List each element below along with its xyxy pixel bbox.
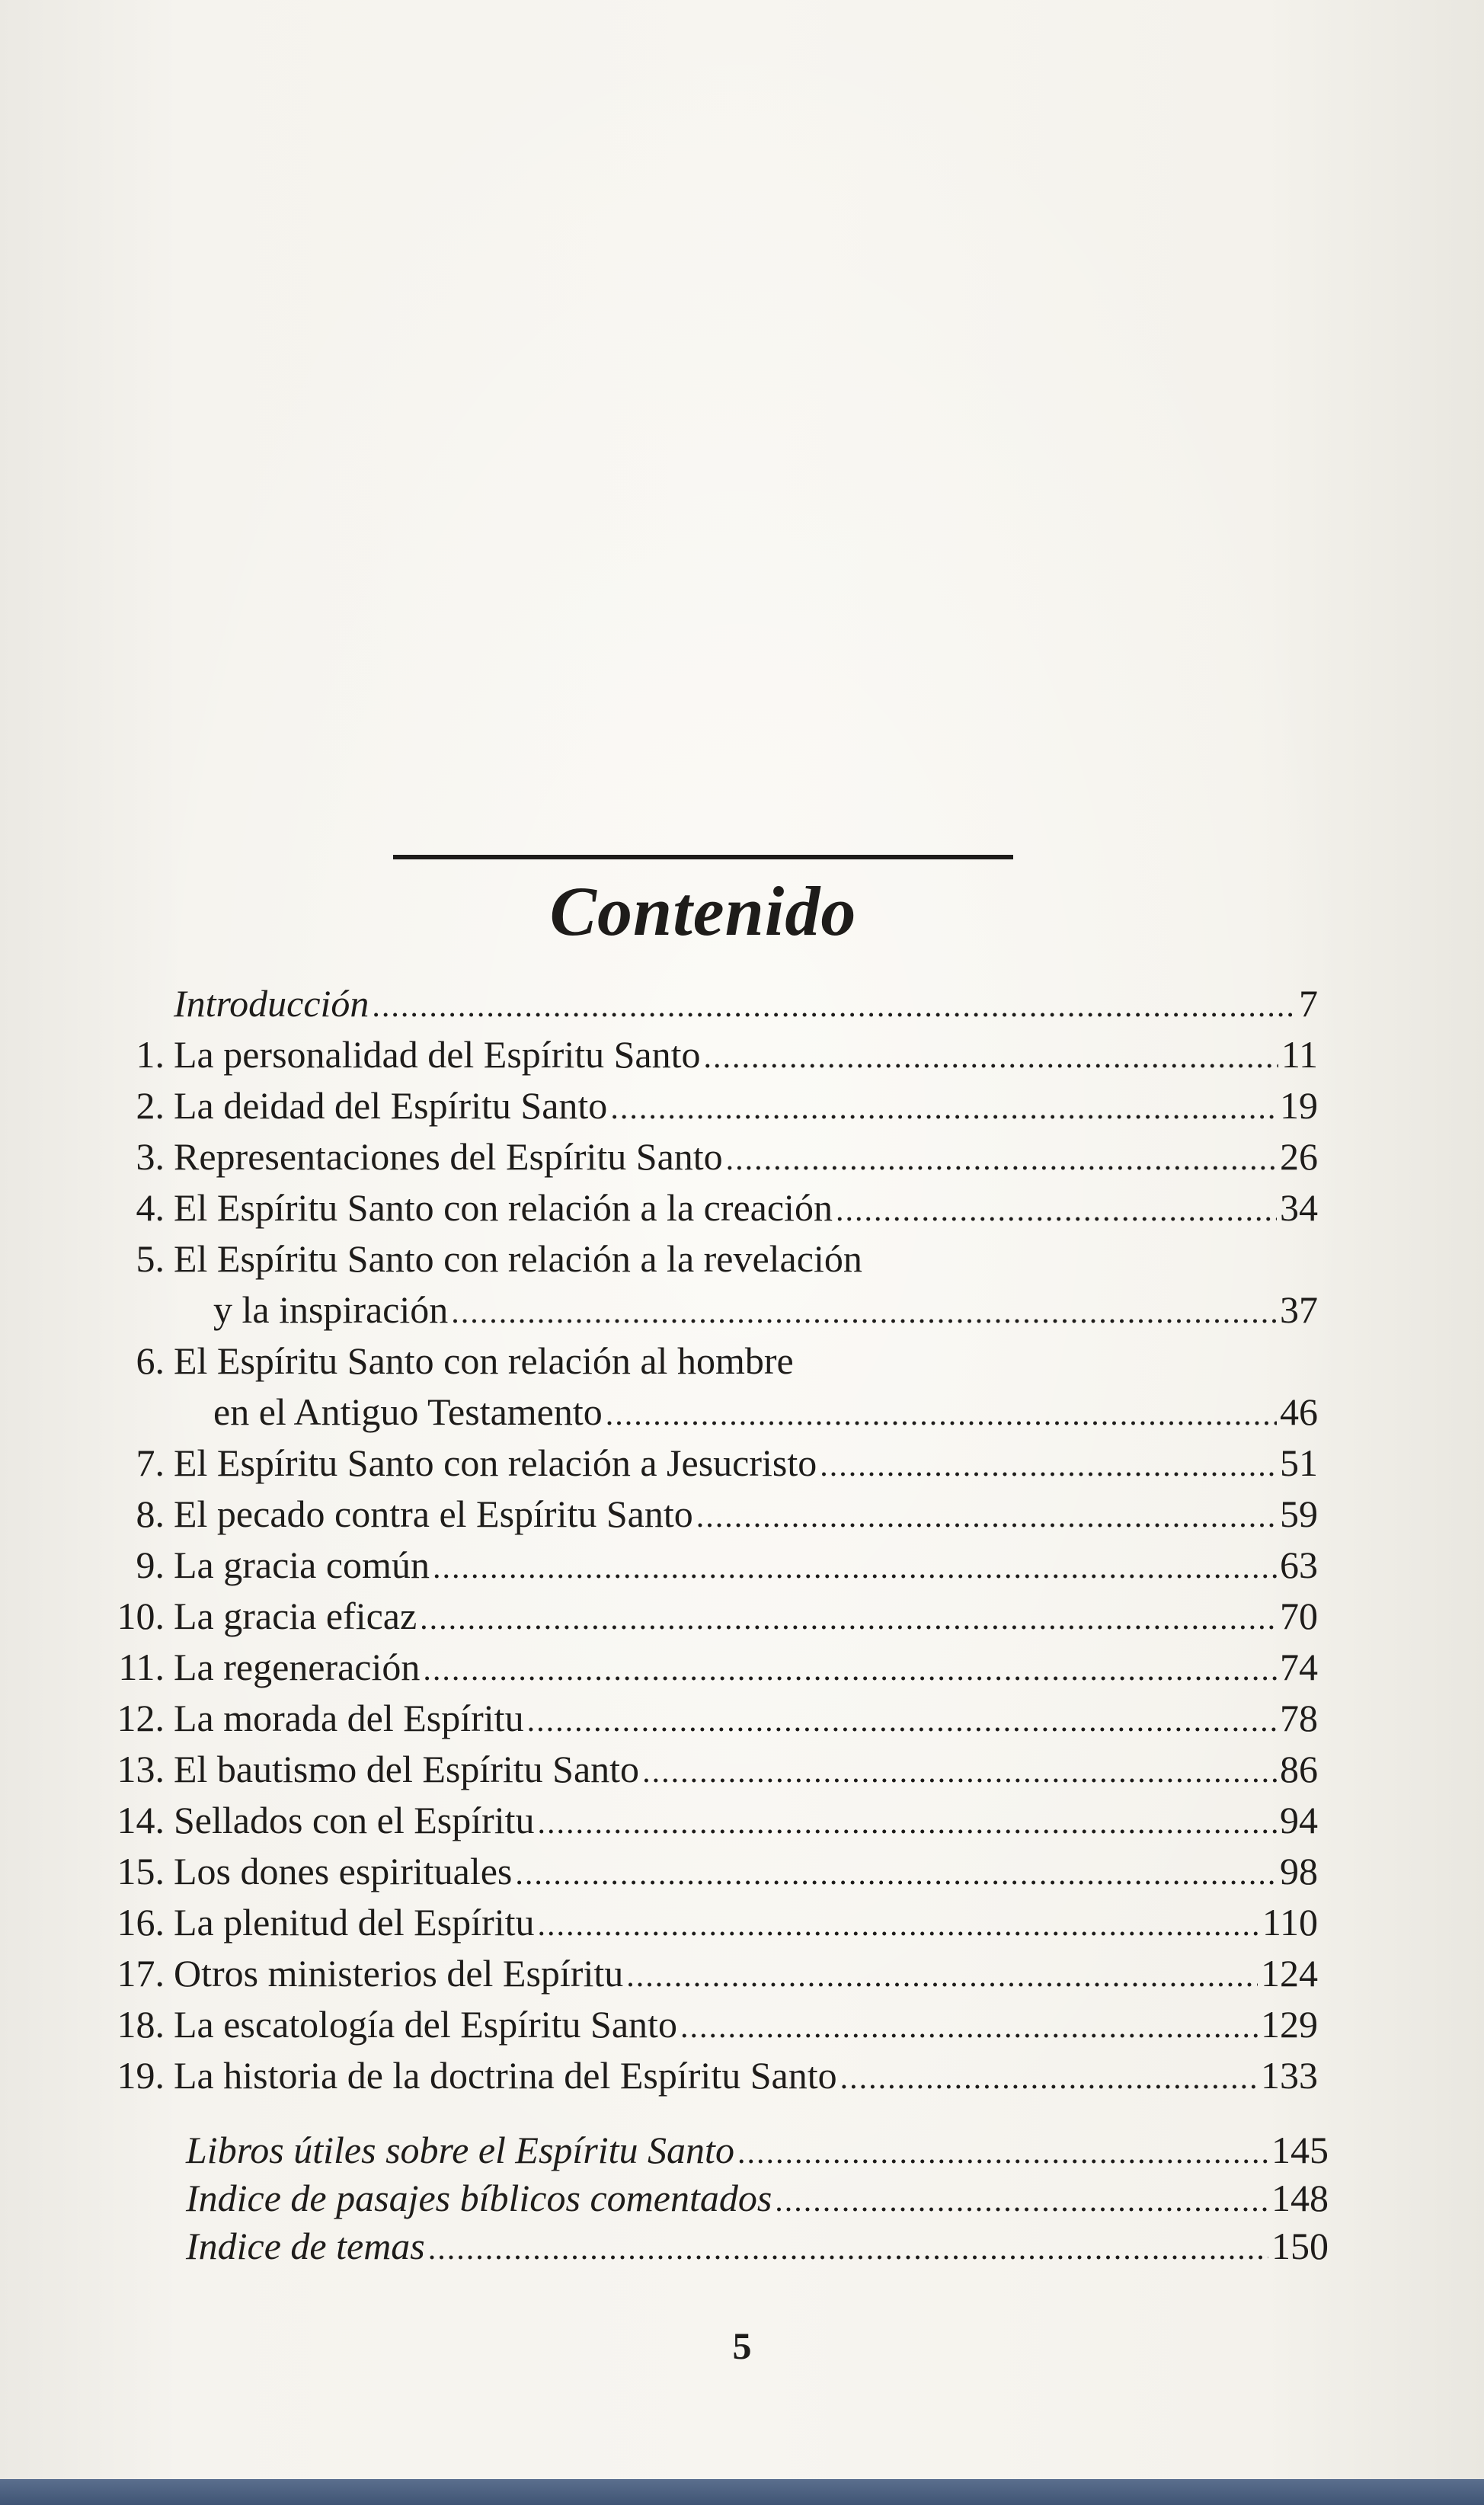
- dot-leader: [610, 1084, 1277, 1133]
- toc-page: 110: [1262, 1901, 1318, 1944]
- toc-entry-chapter: [102, 1847, 1318, 1899]
- toc-label: Los dones espirituales: [174, 1850, 513, 1892]
- toc-label: El Espíritu Santo con relación a la creación: [174, 1186, 833, 1229]
- toc-page: 94: [1280, 1799, 1318, 1841]
- dot-leader: [704, 1033, 1278, 1082]
- toc-entry-appendix: [102, 2222, 1329, 2273]
- toc-entry-chapter: [102, 1592, 1318, 1643]
- toc-label: La historia de la doctrina del Espíritu Santo: [174, 2054, 837, 2097]
- toc-num: 5.: [136, 1237, 165, 1280]
- toc-entry-chapter-line2: [213, 1285, 1318, 1337]
- dot-leader: [642, 1748, 1277, 1796]
- toc-entry-chapter: [102, 1796, 1318, 1848]
- toc-num: 17.: [117, 1952, 165, 1995]
- toc-num: 7.: [136, 1441, 165, 1484]
- dot-leader: [538, 1799, 1277, 1848]
- toc-page: 150: [1271, 2225, 1329, 2267]
- dot-leader: [775, 2177, 1268, 2225]
- dot-leader: [726, 1135, 1277, 1184]
- toc-entry-appendix: [102, 2126, 1329, 2177]
- toc-page: 145: [1271, 2129, 1329, 2171]
- toc-entry-chapter-line1: [102, 1234, 862, 1283]
- toc-entry-chapter: [102, 1183, 1318, 1235]
- toc-entry-chapter: [102, 1438, 1318, 1490]
- toc-page: 34: [1280, 1186, 1318, 1229]
- toc-label: El pecado contra el Espíritu Santo: [174, 1492, 693, 1535]
- toc-page: 78: [1280, 1697, 1318, 1739]
- dot-leader: [737, 2129, 1268, 2177]
- toc-entry-chapter: [102, 1489, 1318, 1541]
- dot-leader: [626, 1952, 1258, 2001]
- toc-num: 18.: [117, 2003, 165, 2046]
- dot-leader: [428, 2225, 1268, 2273]
- toc-page: 46: [1280, 1390, 1318, 1433]
- toc-page: 98: [1280, 1850, 1318, 1892]
- page-number: 5: [732, 2324, 752, 2367]
- toc-label: Libros útiles sobre el Espíritu Santo: [186, 2129, 734, 2171]
- toc-entry-chapter: [102, 1030, 1318, 1082]
- toc-page: 74: [1280, 1646, 1318, 1688]
- toc-page: 63: [1280, 1544, 1318, 1586]
- toc-num: 11.: [118, 1646, 165, 1688]
- toc-label: La regeneración: [174, 1646, 421, 1688]
- toc-num: 10.: [117, 1595, 165, 1637]
- toc-entry-chapter-line2: [213, 1387, 1318, 1439]
- toc-page: 124: [1261, 1952, 1318, 1995]
- toc-page: 70: [1280, 1595, 1318, 1637]
- toc-entry-chapter-line1: [102, 1336, 794, 1385]
- dot-leader: [451, 1288, 1277, 1337]
- toc-num: 4.: [136, 1186, 165, 1229]
- page-title: Contenido: [549, 872, 857, 950]
- toc-num: 3.: [136, 1135, 165, 1178]
- toc-label: La gracia común: [174, 1544, 430, 1586]
- background-surface: [0, 2479, 1484, 2505]
- toc-label: El Espíritu Santo con relación a Jesucristo: [174, 1441, 817, 1484]
- toc-page: 129: [1261, 2003, 1318, 2046]
- toc-entry-chapter: [102, 2051, 1318, 2103]
- toc-label: La gracia eficaz: [174, 1595, 417, 1637]
- toc-page: 7: [1299, 982, 1318, 1025]
- toc-page: 59: [1280, 1492, 1318, 1535]
- toc-label: La morada del Espíritu: [174, 1697, 524, 1739]
- dot-leader: [606, 1390, 1277, 1439]
- toc-entry-chapter: [102, 1898, 1318, 1950]
- toc-num: 8.: [136, 1492, 165, 1535]
- dot-leader: [420, 1595, 1277, 1643]
- toc-num: 16.: [117, 1901, 165, 1944]
- dot-leader: [372, 982, 1296, 1031]
- dot-leader: [538, 1901, 1259, 1950]
- toc-num: 14.: [117, 1799, 165, 1841]
- toc-label: Indice de pasajes bíblicos comentados: [186, 2177, 772, 2219]
- toc-entry-chapter: [102, 2000, 1318, 2052]
- toc-num: 15.: [117, 1850, 165, 1892]
- dot-leader: [527, 1697, 1277, 1745]
- toc-page: 51: [1280, 1441, 1318, 1484]
- toc-label: La plenitud del Espíritu: [174, 1901, 535, 1944]
- toc-num: 13.: [117, 1748, 165, 1790]
- dot-leader: [433, 1544, 1277, 1592]
- toc-entry-chapter: [102, 1081, 1318, 1133]
- toc-label: Sellados con el Espíritu: [174, 1799, 535, 1841]
- toc-label: La escatología del Espíritu Santo: [174, 2003, 677, 2046]
- toc-label: El Espíritu Santo con relación al hombre: [174, 1339, 794, 1382]
- toc-num: 9.: [136, 1544, 165, 1586]
- toc-label: Indice de temas: [186, 2225, 425, 2267]
- toc-label: El Espíritu Santo con relación a la revelación: [174, 1237, 862, 1280]
- dot-leader: [820, 1441, 1277, 1490]
- toc-num: 2.: [136, 1084, 165, 1127]
- toc-entry-chapter: [102, 1540, 1318, 1592]
- toc-page: 148: [1271, 2177, 1329, 2219]
- toc-page: 19: [1280, 1084, 1318, 1127]
- title-rule: [393, 855, 1013, 859]
- toc-label: Otros ministerios del Espíritu: [174, 1952, 624, 1995]
- toc-page: 86: [1280, 1748, 1318, 1790]
- dot-leader: [515, 1850, 1277, 1899]
- dot-leader: [836, 1186, 1277, 1235]
- toc-entry-chapter: [102, 1643, 1318, 1694]
- toc-label: Introducción: [174, 982, 369, 1025]
- toc-label: Representaciones del Espíritu Santo: [174, 1135, 723, 1178]
- dot-leader: [840, 2054, 1258, 2103]
- dot-leader: [696, 1492, 1277, 1541]
- toc-label: La deidad del Espíritu Santo: [174, 1084, 608, 1127]
- toc-num: 6.: [136, 1339, 165, 1382]
- toc-entry-chapter: [102, 1132, 1318, 1184]
- toc-entry-chapter: [102, 1949, 1318, 2001]
- toc-label: El bautismo del Espíritu Santo: [174, 1748, 640, 1790]
- toc-page: 37: [1280, 1288, 1318, 1331]
- toc-entry-chapter: [102, 1694, 1318, 1745]
- toc-label: La personalidad del Espíritu Santo: [174, 1033, 701, 1076]
- toc-entry-chapter: [102, 1745, 1318, 1796]
- toc-page: 11: [1281, 1033, 1318, 1076]
- toc-num: 19.: [117, 2054, 165, 2097]
- toc-page: 133: [1261, 2054, 1318, 2097]
- toc-num: 12.: [117, 1697, 165, 1739]
- toc-label-cont: y la inspiración: [213, 1288, 449, 1331]
- toc-entry-appendix: [102, 2174, 1329, 2225]
- dot-leader: [680, 2003, 1258, 2052]
- toc-entry-intro: [102, 979, 1318, 1031]
- toc-num: 1.: [136, 1033, 165, 1076]
- dot-leader: [423, 1646, 1277, 1694]
- toc-label-cont: en el Antiguo Testamento: [213, 1390, 603, 1433]
- toc-page: 26: [1280, 1135, 1318, 1178]
